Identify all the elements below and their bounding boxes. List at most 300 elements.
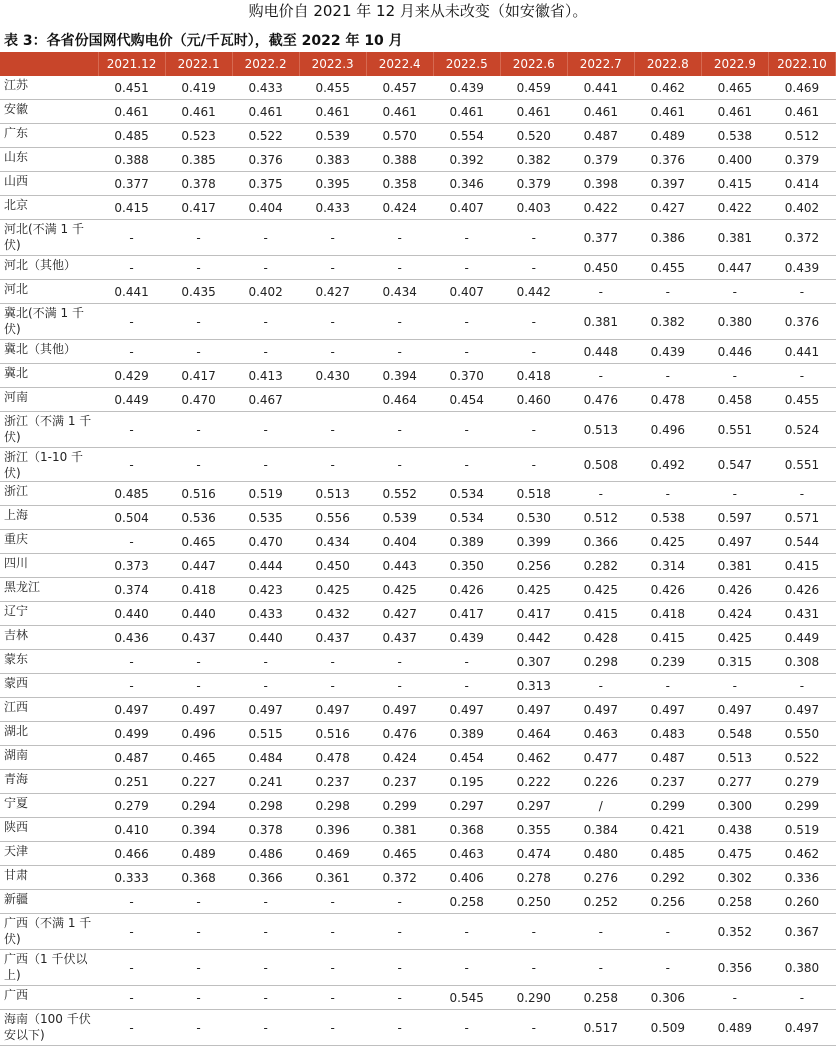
price-cell: 0.483 bbox=[634, 722, 701, 746]
price-cell: 0.455 bbox=[299, 76, 366, 100]
price-cell: 0.551 bbox=[768, 448, 835, 482]
province-cell: 广西（不满 1 千伏) bbox=[0, 914, 98, 950]
price-cell: 0.427 bbox=[634, 196, 701, 220]
price-cell: 0.440 bbox=[232, 626, 299, 650]
price-cell: 0.461 bbox=[165, 100, 232, 124]
province-cell: 冀北 bbox=[0, 364, 98, 388]
price-cell: 0.554 bbox=[433, 124, 500, 148]
price-cell: 0.451 bbox=[98, 76, 165, 100]
table-row bbox=[0, 448, 836, 482]
province-cell: 上海 bbox=[0, 506, 98, 530]
price-cell: - bbox=[500, 220, 567, 256]
price-cell: 0.414 bbox=[768, 172, 835, 196]
price-cell: - bbox=[433, 220, 500, 256]
price-cell: 0.407 bbox=[433, 280, 500, 304]
table-row bbox=[0, 148, 836, 172]
price-cell: 0.448 bbox=[567, 340, 634, 364]
table-row bbox=[0, 256, 836, 280]
price-cell: 0.433 bbox=[232, 76, 299, 100]
price-cell: - bbox=[98, 412, 165, 448]
header-corner bbox=[0, 52, 98, 76]
province-cell: 广西（1 千伏以上) bbox=[0, 950, 98, 986]
price-cell: 0.404 bbox=[232, 196, 299, 220]
price-cell: 0.469 bbox=[299, 842, 366, 866]
price-cell: - bbox=[634, 914, 701, 950]
column-header: 2021.12 bbox=[98, 52, 165, 76]
price-cell: - bbox=[232, 256, 299, 280]
price-cell: 0.515 bbox=[232, 722, 299, 746]
price-cell: 0.548 bbox=[701, 722, 768, 746]
price-cell: 0.461 bbox=[366, 100, 433, 124]
price-cell: 0.545 bbox=[433, 986, 500, 1010]
province-cell: 宁夏 bbox=[0, 794, 98, 818]
province-cell: 湖南 bbox=[0, 746, 98, 770]
price-cell: 0.478 bbox=[634, 388, 701, 412]
price-cell: 0.256 bbox=[500, 554, 567, 578]
price-cell: 0.485 bbox=[98, 124, 165, 148]
province-cell: 蒙东 bbox=[0, 650, 98, 674]
price-cell: 0.389 bbox=[433, 530, 500, 554]
price-cell: 0.282 bbox=[567, 554, 634, 578]
table-row bbox=[0, 842, 836, 866]
price-cell: 0.379 bbox=[768, 148, 835, 172]
price-cell: 0.381 bbox=[701, 554, 768, 578]
province-cell: 广西 bbox=[0, 986, 98, 1010]
price-cell: 0.489 bbox=[634, 124, 701, 148]
price-cell: 0.252 bbox=[567, 890, 634, 914]
price-cell: 0.478 bbox=[299, 746, 366, 770]
price-cell: 0.333 bbox=[98, 866, 165, 890]
price-cell: 0.513 bbox=[567, 412, 634, 448]
price-cell: 0.497 bbox=[165, 698, 232, 722]
price-cell: 0.422 bbox=[567, 196, 634, 220]
table-body bbox=[0, 76, 836, 1046]
province-cell: 黑龙江 bbox=[0, 578, 98, 602]
price-cell: - bbox=[165, 340, 232, 364]
price-cell: 0.404 bbox=[366, 530, 433, 554]
table-row bbox=[0, 412, 836, 448]
price-cell: 0.237 bbox=[634, 770, 701, 794]
price-cell: 0.474 bbox=[500, 842, 567, 866]
price-cell: 0.518 bbox=[500, 482, 567, 506]
table-row bbox=[0, 650, 836, 674]
price-cell: - bbox=[567, 364, 634, 388]
price-cell: 0.465 bbox=[165, 530, 232, 554]
price-cell: - bbox=[165, 986, 232, 1010]
table-row bbox=[0, 818, 836, 842]
price-cell: 0.336 bbox=[768, 866, 835, 890]
price-cell: - bbox=[500, 256, 567, 280]
table-row bbox=[0, 578, 836, 602]
price-cell: 0.513 bbox=[299, 482, 366, 506]
price-cell: - bbox=[433, 674, 500, 698]
price-cell: - bbox=[299, 674, 366, 698]
price-cell: - bbox=[98, 890, 165, 914]
price-cell: 0.523 bbox=[165, 124, 232, 148]
price-cell: 0.397 bbox=[634, 172, 701, 196]
price-cell: - bbox=[366, 914, 433, 950]
price-cell: 0.370 bbox=[433, 364, 500, 388]
price-cell: 0.462 bbox=[768, 842, 835, 866]
price-cell: 0.433 bbox=[232, 602, 299, 626]
price-cell: 0.356 bbox=[701, 950, 768, 986]
province-cell: 海南（100 千伏安以下) bbox=[0, 1010, 98, 1046]
price-cell: - bbox=[433, 256, 500, 280]
price-cell: 0.400 bbox=[701, 148, 768, 172]
table-row bbox=[0, 986, 836, 1010]
price-cell: - bbox=[232, 890, 299, 914]
price-cell: 0.497 bbox=[299, 698, 366, 722]
province-cell: 山东 bbox=[0, 148, 98, 172]
price-cell: 0.394 bbox=[165, 818, 232, 842]
price-cell: - bbox=[433, 340, 500, 364]
price-cell: 0.461 bbox=[433, 100, 500, 124]
price-cell: 0.442 bbox=[500, 280, 567, 304]
price-cell: 0.396 bbox=[299, 818, 366, 842]
price-cell: 0.298 bbox=[567, 650, 634, 674]
table-row bbox=[0, 746, 836, 770]
price-cell: 0.534 bbox=[433, 482, 500, 506]
price-cell: 0.454 bbox=[433, 746, 500, 770]
top-note: 购电价自 2021 年 12 月来从未改变（如安徽省）。 bbox=[248, 2, 588, 20]
price-cell: 0.424 bbox=[366, 196, 433, 220]
price-cell: 0.480 bbox=[567, 842, 634, 866]
price-cell: 0.366 bbox=[567, 530, 634, 554]
price-cell: 0.425 bbox=[701, 626, 768, 650]
price-cell: - bbox=[366, 412, 433, 448]
price-cell: 0.375 bbox=[232, 172, 299, 196]
price-cell: 0.470 bbox=[165, 388, 232, 412]
province-cell: 冀北（其他） bbox=[0, 340, 98, 364]
price-cell: - bbox=[366, 986, 433, 1010]
price-cell: 0.461 bbox=[299, 100, 366, 124]
price-cell: 0.413 bbox=[232, 364, 299, 388]
price-cell: 0.415 bbox=[98, 196, 165, 220]
price-cell: 0.513 bbox=[701, 746, 768, 770]
price-cell: 0.406 bbox=[433, 866, 500, 890]
price-cell: 0.430 bbox=[299, 364, 366, 388]
table-row bbox=[0, 196, 836, 220]
price-cell: - bbox=[98, 220, 165, 256]
price-cell: 0.462 bbox=[500, 746, 567, 770]
table-row bbox=[0, 220, 836, 256]
price-cell: 0.429 bbox=[98, 364, 165, 388]
price-cell: 0.442 bbox=[500, 626, 567, 650]
price-cell: 0.398 bbox=[567, 172, 634, 196]
price-cell: 0.450 bbox=[567, 256, 634, 280]
price-cell: 0.378 bbox=[232, 818, 299, 842]
price-cell: 0.522 bbox=[232, 124, 299, 148]
price-cell: 0.279 bbox=[98, 794, 165, 818]
price-cell: - bbox=[567, 914, 634, 950]
price-cell: 0.508 bbox=[567, 448, 634, 482]
price-cell: 0.386 bbox=[634, 220, 701, 256]
price-cell: 0.392 bbox=[433, 148, 500, 172]
price-cell: 0.379 bbox=[567, 148, 634, 172]
price-cell: 0.464 bbox=[366, 388, 433, 412]
price-cell: 0.570 bbox=[366, 124, 433, 148]
price-cell: 0.302 bbox=[701, 866, 768, 890]
price-cell: - bbox=[768, 482, 835, 506]
province-cell: 浙江（1-10 千伏) bbox=[0, 448, 98, 482]
province-cell: 北京 bbox=[0, 196, 98, 220]
price-cell: - bbox=[366, 256, 433, 280]
table-row bbox=[0, 554, 836, 578]
price-cell: 0.516 bbox=[299, 722, 366, 746]
column-header: 2022.5 bbox=[433, 52, 500, 76]
price-cell: - bbox=[768, 986, 835, 1010]
price-cell: 0.462 bbox=[634, 76, 701, 100]
price-cell: - bbox=[500, 448, 567, 482]
price-cell: - bbox=[98, 448, 165, 482]
price-cell: 0.251 bbox=[98, 770, 165, 794]
price-cell: 0.470 bbox=[232, 530, 299, 554]
price-cell: 0.308 bbox=[768, 650, 835, 674]
price-cell: 0.509 bbox=[634, 1010, 701, 1046]
price-cell: 0.432 bbox=[299, 602, 366, 626]
price-cell: 0.556 bbox=[299, 506, 366, 530]
table-row bbox=[0, 172, 836, 196]
price-cell: - bbox=[232, 220, 299, 256]
price-cell: 0.292 bbox=[634, 866, 701, 890]
price-cell: 0.426 bbox=[433, 578, 500, 602]
province-cell: 江西 bbox=[0, 698, 98, 722]
price-cell: - bbox=[299, 412, 366, 448]
price-cell: 0.417 bbox=[165, 196, 232, 220]
price-cell: 0.368 bbox=[433, 818, 500, 842]
price-cell: - bbox=[634, 364, 701, 388]
price-cell: 0.438 bbox=[701, 818, 768, 842]
price-cell: 0.461 bbox=[634, 100, 701, 124]
price-cell: 0.477 bbox=[567, 746, 634, 770]
price-cell: - bbox=[299, 950, 366, 986]
price-cell: 0.380 bbox=[768, 950, 835, 986]
price-cell: - bbox=[299, 220, 366, 256]
price-cell: - bbox=[500, 340, 567, 364]
price-cell: 0.298 bbox=[299, 794, 366, 818]
province-cell: 河北(不满 1 千伏) bbox=[0, 220, 98, 256]
price-cell: - bbox=[165, 674, 232, 698]
price-cell: 0.381 bbox=[567, 304, 634, 340]
price-cell: 0.455 bbox=[634, 256, 701, 280]
price-cell: - bbox=[433, 304, 500, 340]
price-cell: - bbox=[433, 950, 500, 986]
price-cell: - bbox=[299, 986, 366, 1010]
price-cell: 0.421 bbox=[634, 818, 701, 842]
price-cell: 0.458 bbox=[701, 388, 768, 412]
price-cell: - bbox=[232, 950, 299, 986]
price-cell: 0.539 bbox=[366, 506, 433, 530]
price-cell: - bbox=[366, 304, 433, 340]
price-cell: - bbox=[567, 674, 634, 698]
price-cell: - bbox=[98, 256, 165, 280]
price-cell: - bbox=[299, 1010, 366, 1046]
province-cell: 广东 bbox=[0, 124, 98, 148]
price-cell: 0.426 bbox=[701, 578, 768, 602]
price-cell: 0.278 bbox=[500, 866, 567, 890]
price-cell: 0.290 bbox=[500, 986, 567, 1010]
price-cell: 0.407 bbox=[433, 196, 500, 220]
price-cell: 0.381 bbox=[701, 220, 768, 256]
province-cell: 浙江 bbox=[0, 482, 98, 506]
price-cell: 0.547 bbox=[701, 448, 768, 482]
province-cell: 吉林 bbox=[0, 626, 98, 650]
price-cell: 0.512 bbox=[567, 506, 634, 530]
table-row bbox=[0, 722, 836, 746]
price-cell: 0.376 bbox=[634, 148, 701, 172]
price-cell: - bbox=[232, 448, 299, 482]
price-cell: 0.571 bbox=[768, 506, 835, 530]
price-cell: 0.297 bbox=[500, 794, 567, 818]
price-cell bbox=[299, 388, 366, 412]
price-cell: 0.402 bbox=[232, 280, 299, 304]
price-cell: - bbox=[567, 482, 634, 506]
price-cell: - bbox=[299, 890, 366, 914]
price-cell: 0.402 bbox=[768, 196, 835, 220]
price-cell: - bbox=[98, 304, 165, 340]
price-cell: 0.517 bbox=[567, 1010, 634, 1046]
price-cell: 0.449 bbox=[768, 626, 835, 650]
price-cell: 0.431 bbox=[768, 602, 835, 626]
price-cell: 0.426 bbox=[768, 578, 835, 602]
price-cell: - bbox=[366, 950, 433, 986]
price-cell: 0.403 bbox=[500, 196, 567, 220]
price-cell: 0.418 bbox=[500, 364, 567, 388]
price-cell: - bbox=[634, 674, 701, 698]
price-cell: 0.476 bbox=[567, 388, 634, 412]
price-cell: - bbox=[232, 340, 299, 364]
price-cell: - bbox=[768, 674, 835, 698]
price-cell: 0.439 bbox=[433, 626, 500, 650]
price-cell: - bbox=[701, 986, 768, 1010]
price-cell: 0.394 bbox=[366, 364, 433, 388]
price-cell: - bbox=[433, 412, 500, 448]
price-cell: 0.434 bbox=[366, 280, 433, 304]
price-cell: - bbox=[165, 914, 232, 950]
price-cell: 0.484 bbox=[232, 746, 299, 770]
price-cell: 0.195 bbox=[433, 770, 500, 794]
price-cell: 0.519 bbox=[232, 482, 299, 506]
price-cell: 0.536 bbox=[165, 506, 232, 530]
price-cell: 0.381 bbox=[366, 818, 433, 842]
price-cell: 0.313 bbox=[500, 674, 567, 698]
price-cell: 0.376 bbox=[232, 148, 299, 172]
price-cell: - bbox=[567, 950, 634, 986]
price-cell: 0.597 bbox=[701, 506, 768, 530]
price-cell: 0.434 bbox=[299, 530, 366, 554]
table-row bbox=[0, 76, 836, 100]
price-cell: 0.449 bbox=[98, 388, 165, 412]
price-cell: 0.377 bbox=[567, 220, 634, 256]
province-cell: 江苏 bbox=[0, 76, 98, 100]
price-cell: 0.425 bbox=[634, 530, 701, 554]
price-cell: 0.459 bbox=[500, 76, 567, 100]
price-cell: 0.298 bbox=[232, 794, 299, 818]
price-cell: 0.534 bbox=[433, 506, 500, 530]
price-cell: 0.441 bbox=[98, 280, 165, 304]
price-cell: 0.516 bbox=[165, 482, 232, 506]
price-cell: 0.361 bbox=[299, 866, 366, 890]
price-cell: - bbox=[299, 448, 366, 482]
price-cell: 0.499 bbox=[98, 722, 165, 746]
price-cell: 0.372 bbox=[366, 866, 433, 890]
price-cell: - bbox=[433, 650, 500, 674]
price-cell: 0.497 bbox=[768, 698, 835, 722]
price-cell: 0.258 bbox=[433, 890, 500, 914]
table-row bbox=[0, 950, 836, 986]
price-cell: 0.437 bbox=[299, 626, 366, 650]
price-cell: 0.314 bbox=[634, 554, 701, 578]
table-row bbox=[0, 100, 836, 124]
price-cell: 0.489 bbox=[165, 842, 232, 866]
table-row bbox=[0, 770, 836, 794]
price-cell: - bbox=[299, 304, 366, 340]
price-cell: - bbox=[98, 530, 165, 554]
price-cell: 0.374 bbox=[98, 578, 165, 602]
price-cell: 0.522 bbox=[768, 746, 835, 770]
price-cell: 0.300 bbox=[701, 794, 768, 818]
price-cell: 0.461 bbox=[98, 100, 165, 124]
price-cell: 0.539 bbox=[299, 124, 366, 148]
price-cell: - bbox=[98, 674, 165, 698]
table-row bbox=[0, 340, 836, 364]
price-cell: - bbox=[366, 220, 433, 256]
price-cell: 0.463 bbox=[567, 722, 634, 746]
price-cell: - bbox=[232, 914, 299, 950]
price-cell: 0.535 bbox=[232, 506, 299, 530]
price-cell: 0.417 bbox=[500, 602, 567, 626]
price-cell: - bbox=[701, 674, 768, 698]
price-cell: 0.461 bbox=[500, 100, 567, 124]
price-cell: 0.440 bbox=[165, 602, 232, 626]
price-cell: 0.520 bbox=[500, 124, 567, 148]
price-cell: 0.384 bbox=[567, 818, 634, 842]
column-header: 2022.9 bbox=[701, 52, 768, 76]
price-cell: 0.450 bbox=[299, 554, 366, 578]
price-cell: 0.425 bbox=[500, 578, 567, 602]
price-cell: - bbox=[366, 340, 433, 364]
price-cell: 0.461 bbox=[701, 100, 768, 124]
price-cell: 0.379 bbox=[500, 172, 567, 196]
price-cell: - bbox=[98, 914, 165, 950]
price-cell: - bbox=[366, 890, 433, 914]
province-cell: 辽宁 bbox=[0, 602, 98, 626]
price-cell: 0.439 bbox=[768, 256, 835, 280]
price-cell: 0.376 bbox=[768, 304, 835, 340]
price-cell: 0.497 bbox=[701, 530, 768, 554]
price-cell: 0.440 bbox=[98, 602, 165, 626]
price-cell: - bbox=[232, 986, 299, 1010]
price-cell: - bbox=[701, 482, 768, 506]
table-row bbox=[0, 1010, 836, 1046]
price-cell: - bbox=[500, 914, 567, 950]
table-row bbox=[0, 280, 836, 304]
table-row bbox=[0, 304, 836, 340]
price-cell: - bbox=[500, 304, 567, 340]
price-cell: 0.427 bbox=[299, 280, 366, 304]
province-cell: 山西 bbox=[0, 172, 98, 196]
table-row bbox=[0, 674, 836, 698]
price-cell: 0.425 bbox=[567, 578, 634, 602]
table-row bbox=[0, 794, 836, 818]
price-cell: 0.469 bbox=[768, 76, 835, 100]
price-cell: 0.437 bbox=[366, 626, 433, 650]
price-cell: 0.399 bbox=[500, 530, 567, 554]
price-cell: 0.435 bbox=[165, 280, 232, 304]
price-cell: 0.306 bbox=[634, 986, 701, 1010]
column-header: 2022.8 bbox=[634, 52, 701, 76]
table-row bbox=[0, 890, 836, 914]
